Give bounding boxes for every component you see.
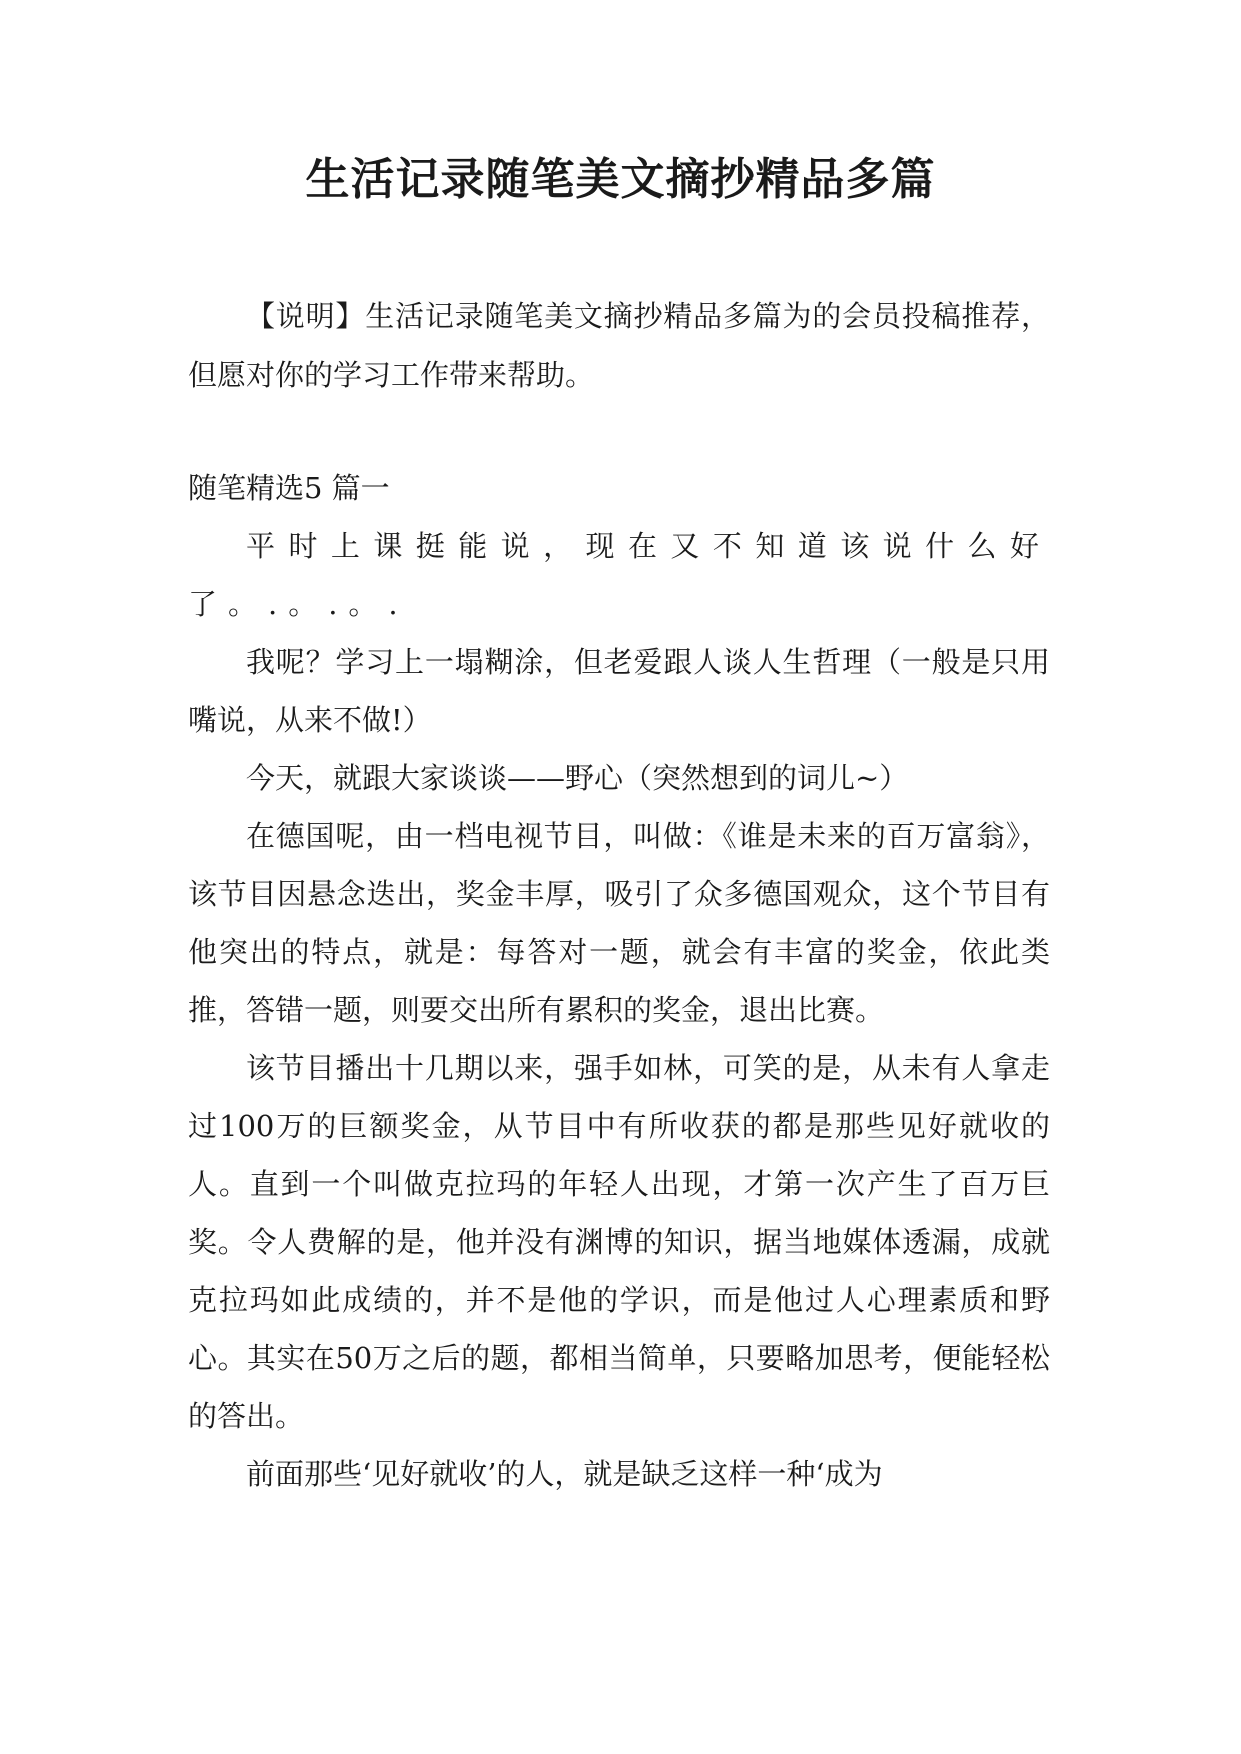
paragraph-2: 我呢？学习上一塌糊涂，但老爱跟人谈人生哲理（一般是只用嘴说，从来不做!） [188,645,1050,737]
paragraph-6: 前面那些‘见好就收’的人，就是缺乏这样一种‘成为 [246,1457,883,1491]
article-body [188,517,1050,1503]
document-title: 生活记录随笔美文摘抄精品多篇 [305,154,936,205]
paragraph-4: 在德国呢，由一档电视节目，叫做：《谁是未来的百万富翁》，该节目因悬念迭出，奖金丰厚，吸引了众多德国观众，这个节目有他突出的特点，就是：每答对一题，就会有丰富的奖金，依此类推，答错一题，则要交出所有累积的奖金，退出比赛。 [188,819,1050,1027]
paragraph-3: 今天，就跟大家谈谈——野心（突然想到的词儿~） [246,761,909,795]
document-note: 【说明】生活记录随笔美文摘抄精品多篇为的会员投稿推荐，但愿对你的学习工作带来帮助。 [188,299,1050,392]
section-heading: 随笔精选5 篇一 [188,471,390,505]
paragraph-5: 该节目播出十几期以来，强手如林，可笑的是，从未有人拿走过100万的巨额奖金，从节目中有所收获的都是那些见好就收的人。直到一个叫做克拉玛的年轻人出现，才第一次产生了百万巨奖。令人费解的是，他并没有渊博的知识，据当地媒体透漏，成就克拉玛如此成绩的，并不是他的学识，而是他过人心理素质和野心。其实在50万之后的题，都相当简单，只要略加思考，便能轻松的答出。 [188,1051,1050,1433]
paragraph-1: 平时上课挺能说，现在又不知道该说什么好了。.。.。. [188,529,1050,621]
